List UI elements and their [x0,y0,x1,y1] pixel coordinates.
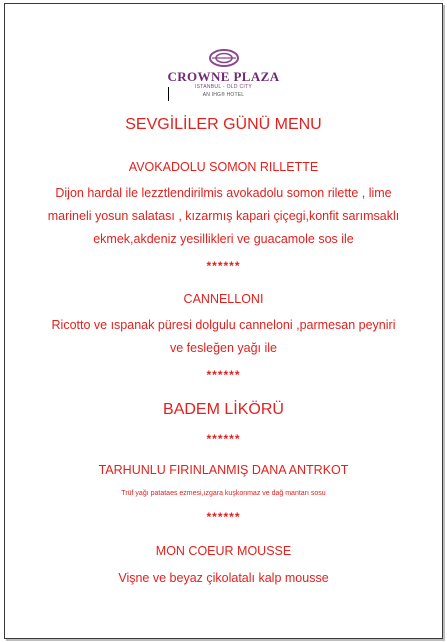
separator-3: ****** [206,432,241,446]
separator-4: ****** [206,510,241,524]
menu-page [4,3,443,639]
hotel-logo [5,48,442,99]
course-2-desc-line-1: Ricotto ve ıspanak püresi dolgulu canneloni ,parmesan peyniri [51,318,396,332]
course-4-desc-line-1: Trüf yağı patataes ezmesi,ızgara kuşkonmaz ve dağ mantarı sosu [121,490,326,497]
course-4-name: TARHUNLU FIRINLANMIŞ DANA ANTRKOT [98,463,349,477]
crowne-plaza-emblem-icon [207,48,241,68]
course-3-name: BADEM LİKÖRÜ [163,401,284,418]
brand-name: CROWNE PLAZA [167,69,280,84]
brand-group: AN IHG® HOTEL [202,92,245,98]
course-5-desc-line-1: Vişne ve beyaz çikolatalı kalp mousse [118,571,329,585]
course-1-desc-line-1: Dijon hardal ile lezztlendirilmis avokadolu somon rilette , lime [55,186,392,200]
brand-location: ISTANBUL - OLD CITY [194,84,253,90]
course-2-name: CANNELLONI [183,292,264,306]
course-2-desc-line-2: ve fesleğen yağı ile [169,341,277,355]
course-1-name: AVOKADOLU SOMON RILLETTE [128,160,319,174]
menu-title: SEVGİLİLER GÜNÜ MENU [125,116,322,133]
text-cursor [168,87,169,101]
separator-1: ****** [206,259,241,273]
course-1-desc-line-2: marineli yosun salatası , kızarmış kapari çiçegi,konfit sarımsaklı [47,209,400,223]
separator-2: ****** [206,368,241,382]
course-1-desc-line-3: ekmek,akdeniz yesillikleri ve guacamole sos ile [93,232,354,246]
course-5-name: MON COEUR MOUSSE [155,544,292,558]
